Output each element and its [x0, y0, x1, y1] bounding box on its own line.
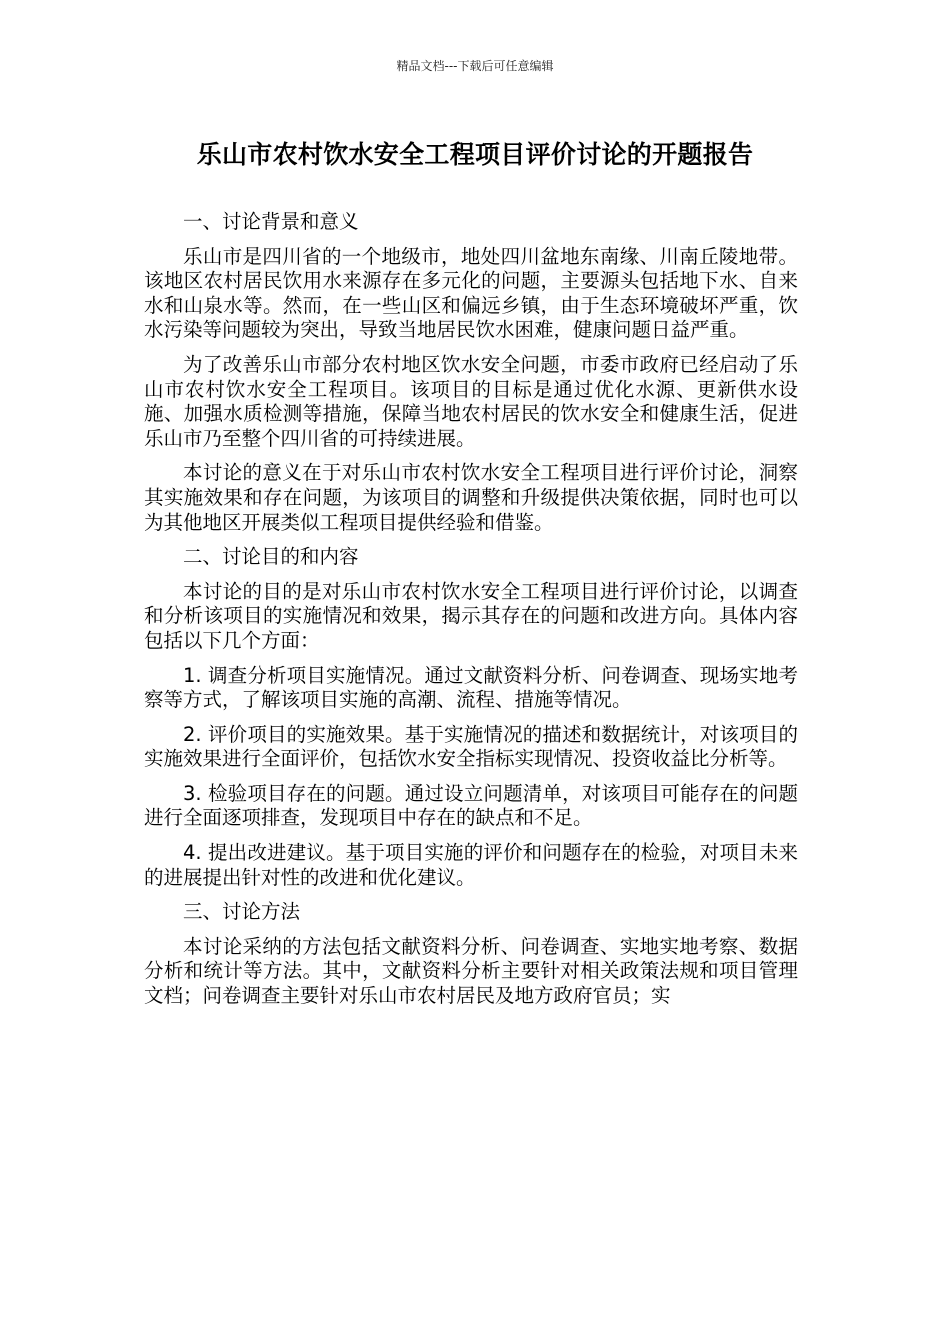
paragraph-methods: 本讨论采纳的方法包括文献资料分析、问卷调查、实地实地考察、数据分析和统计等方法。其中，文献资料分析主要针对相关政策法规和项目管理文档；问卷调查主要针对乐山市农村居民及地方政府官员；实 [144, 934, 798, 1008]
list-item-4: 4. 提出改进建议。基于项目实施的评价和问题存在的检验，对项目未来的进展提出针对性的改进和优化建议。 [144, 841, 798, 889]
paragraph-background-2: 为了改善乐山市部分农村地区饮水安全问题，市委市政府已经启动了乐山市农村饮水安全工程项目。该项目的目标是通过优化水源、更新供水设施、加强水质检测等措施，保障当地农村居民的饮水安全和健康生活，促进乐山市乃至整个四川省的可持续进展。 [144, 352, 798, 450]
section-heading-background: 一、讨论背景和意义 [183, 210, 359, 233]
header-note: 精品文档---下载后可任意编辑 [396, 59, 554, 73]
paragraph-background-1: 乐山市是四川省的一个地级市，地处四川盆地东南缘、川南丘陵地带。该地区农村居民饮用水来源存在多元化的问题，主要源头包括地下水、自来水和山泉水等。然而，在一些山区和偏远乡镇，由于生态环境破坏严重，饮水污染等问题较为突出，导致当地居民饮水困难，健康问题日益严重。 [144, 244, 798, 342]
list-item-3: 3. 检验项目存在的问题。通过设立问题清单，对该项目可能存在的问题进行全面逐项排查，发现项目中存在的缺点和不足。 [144, 781, 798, 830]
document-body [144, 210, 798, 1009]
document-title: 乐山市农村饮水安全工程项目评价讨论的开题报告 [196, 140, 754, 169]
paragraph-purpose-intro: 本讨论的目的是对乐山市农村饮水安全工程项目进行评价讨论，以调查和分析该项目的实施情况和效果，揭示其存在的问题和改进方向。具体内容包括以下几个方面： [144, 579, 798, 652]
list-item-1: 1. 调查分析项目实施情况。通过文献资料分析、问卷调查、现场实地考察等方式，了解该项目实施的高潮、流程、措施等情况。 [144, 663, 798, 712]
list-item-2: 2. 评价项目的实施效果。基于实施情况的描述和数据统计，对该项目的实施效果进行全面评价，包括饮水安全指标实现情况、投资收益比分析等。 [144, 722, 798, 771]
paragraph-background-3: 本讨论的意义在于对乐山市农村饮水安全工程项目进行评价讨论，洞察其实施效果和存在问题，为该项目的调整和升级提供决策依据，同时也可以为其他地区开展类似工程项目提供经验和借鉴。 [144, 461, 798, 534]
section-heading-methods: 三、讨论方法 [183, 900, 301, 924]
section-heading-purpose: 二、讨论目的和内容 [183, 545, 359, 569]
